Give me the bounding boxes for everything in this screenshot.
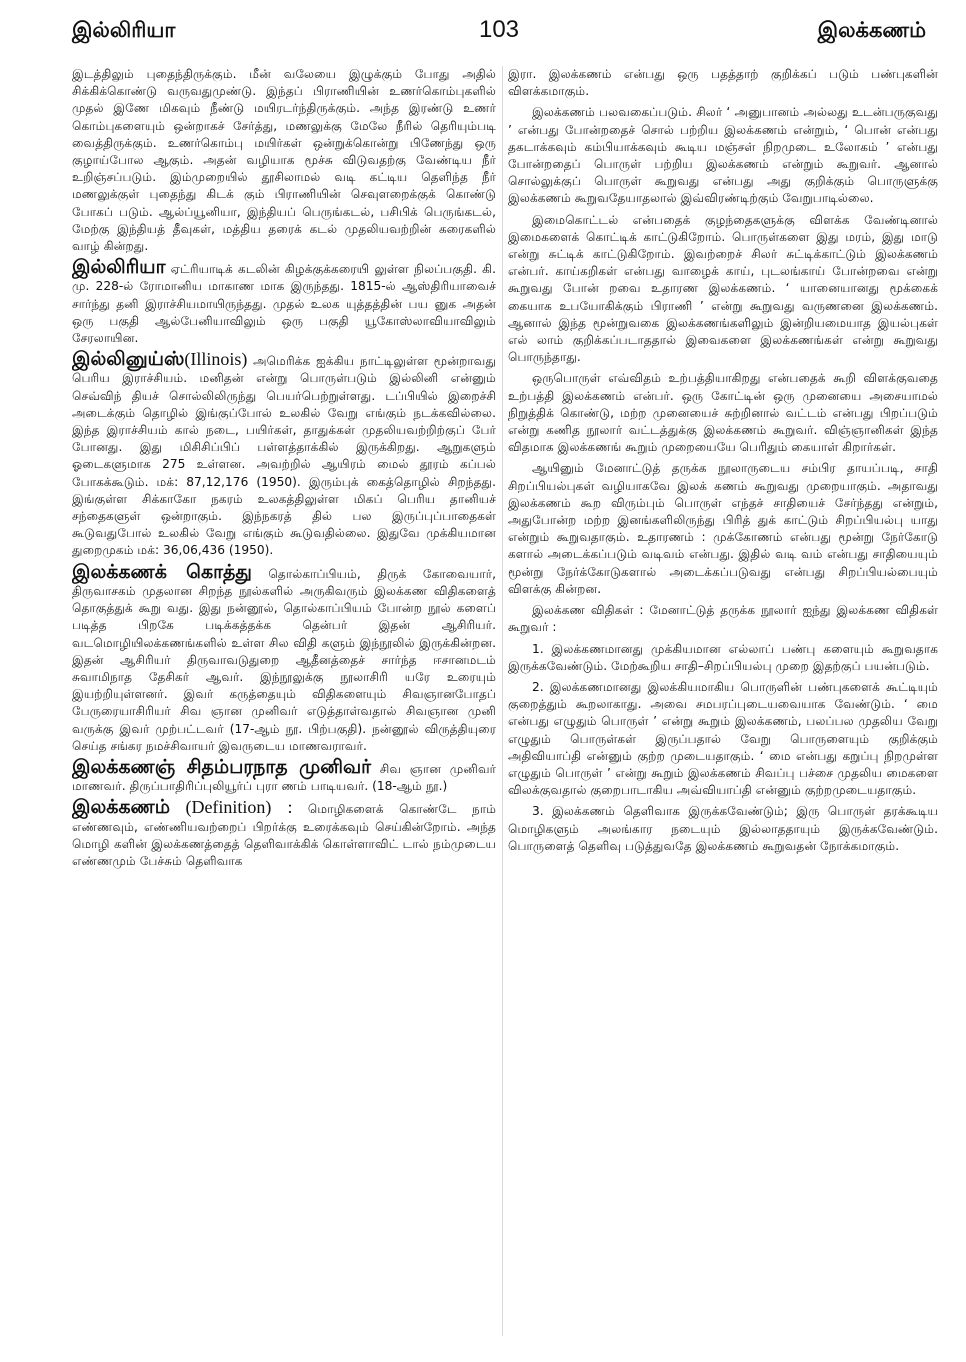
paragraph: இரா. இலக்கணம் என்பது ஒரு பதத்தாற் குறிக்கப் படும் பண்புகளின் விளக்கமாகும். — [508, 67, 938, 99]
paragraph: இடத்திலும் புதைந்திருக்கும். மீன் வலேயை இழுக்கும் போது அதில் சிக்கிக்கொண்டு வருவதுமுண்டு. இந்தப் பிராணியின் உணர்கொம்புகளில் முதல் இணே மிகவும் நீண்டு மயிரடர்ந்திருக்கும். அந்த இரண்டு உணர் கொம்புகளையும் ஒன்றாகச் சேர்த்து, மணலுக்கு மேலே நீரில் தெரியும்படி வைத்திருக்கும். உணர்கொம்பு மயிர்கள் ஒன்றுக்கொன்று பிணேந்து ஒரு குழாய்போல ஆகும். அதன் வழியாக மூச்சு விடுவதற்கு வேண்டிய நீர் உறிஞ்சப்படும். இம்முறையில் தூசிலாமல் வடி கட்டிய தெளிந்த நீர் மணலுக்குள் புதைந்து கிடக் கும் பிராணியின் செவுளறைக்குக் கொண்டு போகப் படும். ஆல்ப்யூனியா, இந்தியப் பெருங்கடல், பசிபிக் பெருங்கடல், மேற்கு இந்தியத் தீவுகள், மத்திய தரைக் கடல் முதலியவற்றின் கரைகளில் வாழ் கின்றது. — [72, 67, 496, 254]
paragraph: ஒருபொருள் எவ்விதம் உற்பத்தியாகிறது என்பதைக் கூறி விளக்குவதை உற்பத்தி இலக்கணம் என்பர். ஒரு கோட்டின் ஒரு முனையை அசையாமல் நிறுத்திக் கொண்டு, மற்ற முனையைச் சுற்றினால் வட்டம் என்பது பிறப்படும் என்று கணித நூலார் வட்டத்துக்கு இலக்கணம் கூறுவர். விஞ்ஞானிகள் இந்த விதமாக இலக்கணங் கூறும் முறையையே பெரிதும் கையாள் கிறார்கள். — [508, 371, 938, 455]
column-divider — [502, 66, 503, 1336]
entry-latin-name: (Definition) : — [185, 797, 293, 818]
entry-body: ஏட்ரியாடிக் கடலின் கிழக்குக்கரையி லுள்ள நிலப்பகுதி. கி. மு. 228-ல் ரோமானிய மாகாண மாக இருந்தது. 1815-ல் ஆஸ்திரியாவைச் சார்ந்து தனி இராச்சியமாயிருந்தது. முதல் உலக யுத்தத்தின் பய னுக அதன் ஒரு பகுதி ஆல்பேனியாவிலும் ஒரு பகுதி யூகோஸ்லாவியாவிலும் சேரலாயின. — [72, 262, 496, 346]
entry-ilakkanam — [72, 796, 496, 870]
left-column — [72, 66, 496, 1352]
entry-chidambaranatha-munivar — [72, 755, 496, 795]
paragraph: இமைகொட்டல் என்பதைக் குழந்தைகளுக்கு விளக்க வேண்டினால் இமைகளைக் கொட்டிக் காட்டுகிறோம். பொருள்களை இது மரம், இது மாடு என்று சுட்டிக் காட்டுகிறோம். இவற்றைச் சிலர் சுட்டிக்காட்டும் இலக்கணம் என்பர். காய்கறிகள் என்பது வாழைக் காய், புடலங்காய் போன்றவை என்று கூறுவது போன் றவை உதாரண இலக்கணம். ‘ யானையானது மூக்கைக் கையாக உபயோகிக்கும் பிராணி ’ என்று கூறுவது வருணனை இலக்கணம். ஆனால் இந்த மூன்றுவகை இலக்கணங்களிலும் இன்றியமையாத இயல்புகள் எல் லாம் குறிக்கப்படாததால் இவைகளை இலக்கணங்கள் என்று கூறுவது பொருந்தாது. — [508, 212, 938, 365]
numbered-rule: 3. இலக்கணம் தெளிவாக இருக்கவேண்டும்; இரு பொருள் தரக்கூடிய மொழிகளும் அலங்கார நடையும் இல்லாததாயும் இருக்கவேண்டும். பொருளைத் தெளிவு படுத்துவதே இலக்கணம் கூறுவதன் நோக்கமாகும். — [508, 804, 938, 853]
numbered-rule: 2. இலக்கணமானது இலக்கியமாகிய பொருளின் பண்புகளைக் கூட்டியும் குறைத்தும் கூறலாகாது. அவை சமபரப்புடையவையாக வேண்டும். ‘ மை என்பது எழுதும் பொருள் ’ என்று கூறும் இலக்கணம், பலப்பல முதலிய வேறு எழுதும் பொருள்கள் இருப்பதால் வேறு பொருளையும் குறிக்கும் அதிவியாப்தி என்னும் குற்ற முடையதாகும். ‘ மை என்பது கறுப்பு நிறமுள்ள எழுதும் பொருள் ’ என்று கூறும் இலக்கணம் சிவப்பு பச்சை முதலிய மைகளை விலக்குவதால் குறைபாடாகிய அவ்வியாப்தி என்னும் குற்றமுடையதாகும். — [508, 679, 938, 798]
paragraph: இலக்கண விதிகள் : மேனாட்டுத் தருக்க நூலார் ஐந்து இலக்கண விதிகள் கூறுவர் : — [508, 603, 938, 635]
paragraph: ஆயினும் மேனாட்டுத் தருக்க நூலாருடைய சம்பிர தாயப்படி, சாதி சிறப்பியல்புகள் வழியாகவே இலக் கணம் கூறுவது முறையாகும். அதாவது இலக்கணம் கூற விரும்பும் பொருள் எந்தச் சாதியைச் சேர்ந்தது என்றும், அதுபோன்ற மற்ற இனங்களிலிருந்து பிரித் துக் காட்டும் சிறப்பியல்பு யாது என்றும் கூறுவதாகும். உதாரணம் : முக்கோணம் என்பது மூன்று நேர்கோடு களால் அடைக்கப்படும் வடிவம் என்பது. இதில் வடி வம் என்பது சாதியையும் மூன்று நேர்க்கோடுகளால் அடைக்கப்படுவது என்பது சிறப்பியல்பையும் விளக்கு கின்றன. — [508, 461, 938, 596]
entry-headword: இலக்கணஞ் சிதம்பரநாத முனிவர் — [72, 755, 372, 778]
entry-body: சிவ ஞான முனிவர் மாணவர். திருப்பாதிரிப்புலியூர்ப் புரா ணம் பாடியவர். (18-ஆம் நூ.) — [72, 761, 496, 794]
entry-illyria — [72, 256, 496, 347]
right-column — [508, 66, 938, 1352]
numbered-rule: 1. இலக்கணமானது முக்கியமான எல்லாப் பண்பு களையும் கூறுவதாக இருக்கவேண்டும். மேற்கூறிய சாதி–சிறப்பியல்பு முறை இதற்குப் பயன்படும். — [508, 641, 938, 673]
paragraph: இலக்கணம் பலவகைப்படும். சிலர் ‘ அனுபானம் அல்லது உடன்பருகுவது ’ என்பது போன்றதைச் சொல் பற்றிய இலக்கணம் என்றும், ‘ பொன் என்பது தகடாக்கவும் கம்பியாக்கவும் கூடிய மஞ்சள் நிறமுடை உலோகம் ’ என்பது போன்றதைப் பொருள் பற்றிய இலக்கணம் என்றும் கூறுவர். ஆனால் சொல்லுக்குப் பொருள் கூறுவது என்பது அது குறிக்கும் பொருளுக்கு இலக்கணம் கூறுவதேயாதலால் இவ்விரண்டிற்கும் வேறுபாடில்லை. — [508, 105, 938, 206]
page-header — [72, 18, 926, 50]
entry-body: தொல்காப்பியம், திருக் கோவையார், திருவாசகம் முதலான சிறந்த நூல்களில் அருகிவரும் இலக்கண விதிகளைத் தொகுத்துக் கூறு வது. இது நன்னூல், தொல்காப்பியம் போன்ற நூல் களைப் படித்த பிறகே படிக்கத்தக்க தென்பர் இதன் ஆசிரியர். வடமொழியிலக்கணங்களில் உள்ள சில விதி களும் இந்நூலில் இருக்கின்றன. இதன் ஆசிரியர் திருவாவடுதுறை ஆதீனத்தைச் சார்ந்த ஈசானமடம் சுவாமிநாத தேசிகர் ஆவர். இந்நூலுக்கு நூலாசிரி யரே உரையும் இயற்றியுள்ளனர். இவர் கருத்தையும் விதிகளையும் சிவஞானபோதப் பேருரையாசிரியர் சிவ ஞான முனிவர் எடுத்தாள்வதால் சிவஞான முனி வருக்கு இவர் முற்பட்டவர் (17-ஆம் நூ. பிற்பகுதி). நன்னூல் விருத்தியுரை செய்த சங்கர நமச்சிவாயர் இவருடைய மாணவராவர். — [72, 566, 496, 753]
entry-headword: இல்லிரியா — [72, 256, 166, 279]
entry-body: அமெரிக்க ஐக்கிய நாட்டிலுள்ள மூன்றாவது பெரிய இராச்சியம். மனிதன் என்று பொருள்படும் இல்லினி என்னும் செவ்விந் தியச் சொல்லிலிருந்து பெயர்பெற்றுள்ளது. டப்பியில் இறைச்சி அடைக்கும் தொழில் இங்குப்போல் உலகில் வேறு எங்கும் நடக்கவில்லை. இந்த இராச்சியம் கால் நடை, பயிர்கள், தாதுக்கள் முதலியவற்றிற்குப் பேர் போனது. இது மிசிசிப்பிப் பள்ளத்தாக்கில் இருக்கிறது. ஆறுகளும் ஓடைகளுமாக 275 உள்ளன. அவற்றில் ஆயிரம் மைல் தூரம் கப்பல் போகக்கூடும். மக்: 87,12,176 (1950). இரும்புக் கைத்தொழில் சிறந்தது. இங்குள்ள சிக்காகோ நகரம் உலகத்திலுள்ள மிகப் பெரிய தானியச் சந்தைகளுள் ஒன்றாகும். இந்நகரத் தில் பல இருப்புப்பாதைகள் கூடுவதுபோல் உலகில் வேறு எங்கும் கூடுவதில்லை. இதுவே முக்கியமான துறைமுகம் மக்: 36,06,436 (1950). — [72, 354, 496, 558]
entry-body: மொழிகளைக் கொண்டே நாம் எண்ணவும், எண்ணியவற்றைப் பிறர்க்கு உரைக்கவும் செய்கின்றோம். அந்த மொழி களின் இலக்கணத்தைத் தெளிவாக்கிக் கொள்ளாவிட் டால் நம்முடைய எண்ணமும் பேச்சும் தெளிவாக — [72, 802, 496, 868]
page-number: 103 — [478, 16, 520, 43]
entry-headword: இல்லினுய்ஸ் — [72, 348, 185, 371]
entry-ilakkana-kothu — [72, 560, 496, 755]
running-head-right: இலக்கணம் — [817, 18, 926, 42]
entry-illinois — [72, 348, 496, 559]
entry-headword: இலக்கணக் கொத்து — [72, 560, 252, 583]
entry-headword: இலக்கணம் — [72, 796, 171, 819]
running-head-left: இல்லிரியா — [72, 18, 176, 42]
entry-latin-name: (Illinois) — [184, 349, 248, 370]
